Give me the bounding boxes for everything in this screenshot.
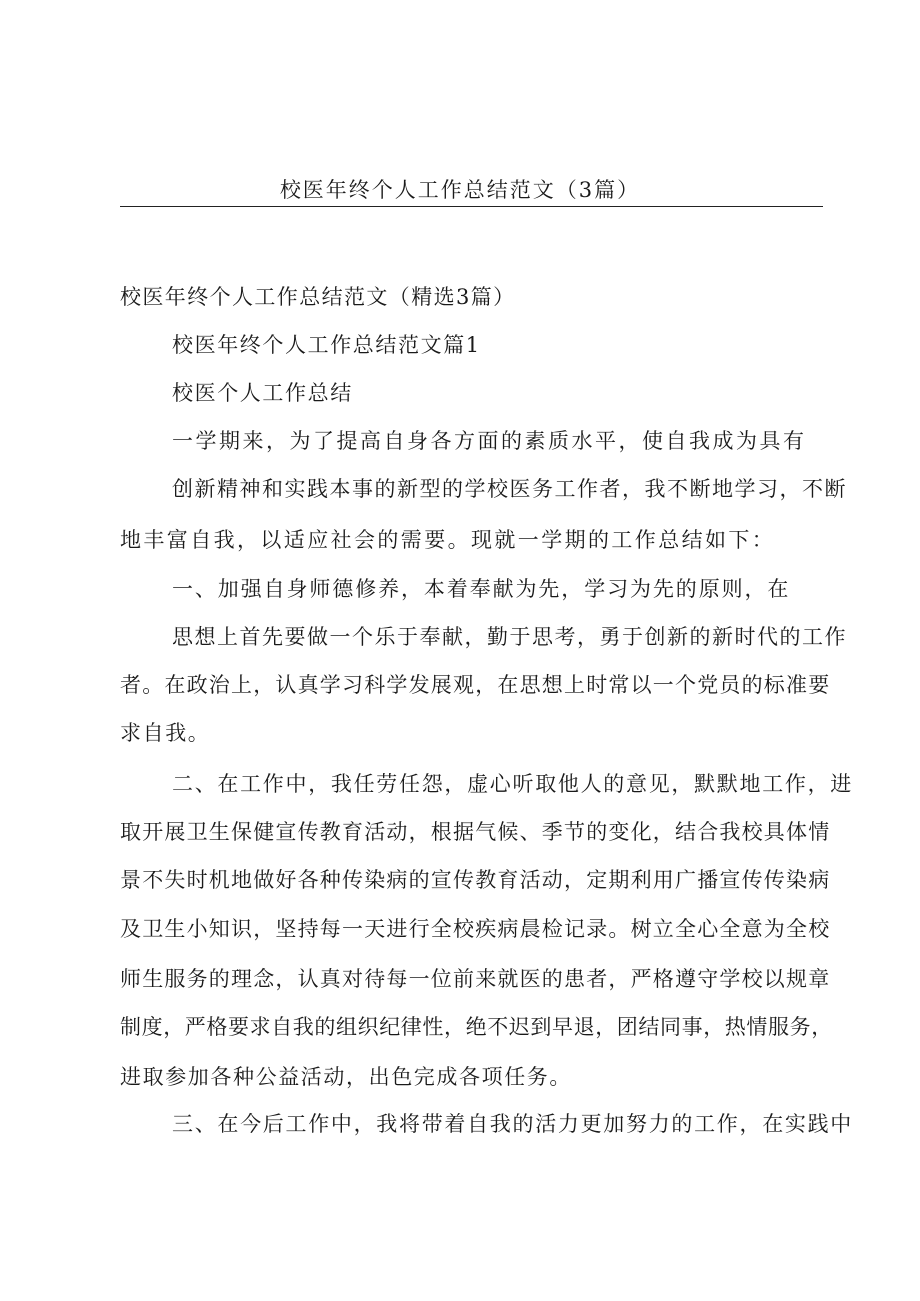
paragraph-line: 思想上首先要做一个乐于奉献，勤于思考，勇于创新的新时代的工作	[172, 625, 847, 649]
paragraph-line: 地丰富自我，以适应社会的需要。现就一学期的工作总结如下：	[120, 528, 776, 552]
paragraph-line: 景不失时机地做好各种传染病的宣传教育活动，定期利用广播宣传传染病	[120, 868, 831, 892]
section-subheading: 校医个人工作总结	[172, 381, 353, 405]
paragraph-line: 及卫生小知识，坚持每一天进行全校疾病晨检记录。树立全心全意为全校	[120, 917, 831, 941]
paragraph-line: 师生服务的理念，认真对待每一位前来就医的患者，严格遵守学校以规章	[120, 967, 831, 991]
paragraph-line: 二、在工作中，我任劳任怨，虚心听取他人的意见，默默地工作，进	[172, 772, 853, 796]
document-header-title: 校医年终个人工作总结范文（3篇）	[279, 178, 641, 202]
paragraph-line: 三、在今后工作中，我将带着自我的活力更加努力的工作，在实践中	[172, 1112, 853, 1136]
document-subtitle: 校医年终个人工作总结范文（精选3篇）	[120, 285, 516, 309]
section-heading: 校医年终个人工作总结范文篇1	[172, 333, 481, 357]
paragraph-line: 者。在政治上，认真学习科学发展观，在思想上时常以一个党员的标准要	[120, 673, 831, 697]
paragraph-line: 求自我。	[120, 721, 211, 745]
paragraph-line: 一、加强自身师德修养，本着奉献为先，学习为先的原则，在	[172, 577, 791, 601]
header-divider	[120, 206, 823, 207]
paragraph-line: 进取参加各种公益活动，出色完成各项任务。	[120, 1065, 572, 1089]
paragraph-line: 制度，严格要求自我的组织纪律性，绝不迟到早退，团结同事，热情服务，	[120, 1015, 833, 1039]
paragraph-line: 取开展卫生保健宣传教育活动，根据气候、季节的变化，结合我校具体情	[120, 820, 831, 844]
paragraph-line: 创新精神和实践本事的新型的学校医务工作者，我不断地学习，不断	[172, 477, 847, 501]
paragraph-line: 一学期来，为了提高自身各方面的素质水平，使自我成为具有	[172, 429, 807, 453]
